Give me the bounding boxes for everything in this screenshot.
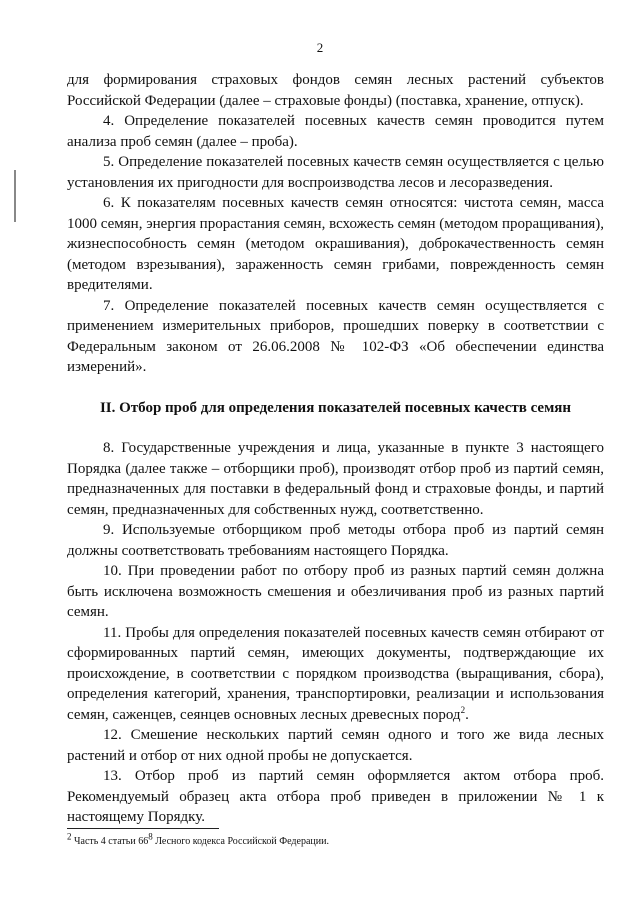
paragraph-3-continuation: для формирования страховых фондов семян лесных растений субъектов Российской Федерации (далее – страховые фонды) (поставка, хранение, отпуск).	[67, 72, 604, 109]
footnote-mark: 2	[67, 831, 72, 842]
paragraph-7: 7. Определение показателей посевных качеств семян осуществляется с применением измерительных приборов, прошедших поверку в соответствии с Федеральным законом от 26.06.2008 № 102-ФЗ «Об обеспечении единства измерений».	[67, 297, 604, 375]
paragraph-6: 6. К показателям посевных качеств семян относятся: чистота семян, масса 1000 семян, энергия прорастания семян, всхожесть семян (методом проращивания), жизнеспособность семян (методом окрашивания), доброкачественность семян (методом взрезывания), зараженность семян грибами, поврежденность семян вредителями.	[67, 195, 604, 293]
footnote	[67, 831, 604, 848]
footnote-text-before: Часть 4 статьи 66	[71, 836, 149, 847]
page-number: 2	[316, 40, 324, 55]
paragraph-11-tail: .	[465, 706, 469, 723]
margin-scan-mark	[14, 170, 16, 222]
paragraph-11	[67, 623, 604, 726]
footnote-text-after: Лесного кодекса Российской Федерации.	[152, 836, 329, 847]
paragraph-9: 9. Используемые отборщиком проб методы отбора проб из партий семян должны соответствовать требованиям настоящего Порядка.	[67, 522, 604, 559]
section-heading: II. Отбор проб для определения показателей посевных качеств семян	[99, 399, 572, 416]
footnote-article-sup: 8	[148, 831, 153, 842]
document-body	[67, 70, 604, 828]
footnote-reference: 2	[460, 704, 466, 715]
paragraph-8: 8. Государственные учреждения и лица, указанные в пункте 3 настоящего Порядка (далее также – отборщики проб), производят отбор проб из партий семян, предназначенных для поставки в федеральный фонд и страховые фонды, и партий семян, предназначенных для собственных нужд, соответственно.	[67, 440, 604, 518]
paragraph-10: 10. При проведении работ по отбору проб из разных партий семян должна быть исключена возможность смешения и обезличивания проб из разных партий семян.	[67, 563, 604, 620]
paragraph-4: 4. Определение показателей посевных качеств семян проводится путем анализа проб семян (далее – проба).	[67, 113, 604, 150]
paragraph-12: 12. Смешение нескольких партий семян одного и того же вида лесных растений и отбор от них одной пробы не допускается.	[67, 727, 604, 764]
paragraph-11-text: 11. Пробы для определения показателей посевных качеств семян отбирают от сформированных партий семян, имеющих документы, подтверждающие их происхождение, в соответствии с порядком производства (выращивания, сбора), определения категорий, хранения, транспортировки, реализации и использования семян, саженцев, сеянцев основных лесных древесных пород	[67, 624, 604, 723]
paragraph-5: 5. Определение показателей посевных качеств семян осуществляется с целью установления их пригодности для воспроизводства лесов и лесоразведения.	[67, 154, 604, 191]
paragraph-13: 13. Отбор проб из партий семян оформляется актом отбора проб. Рекомендуемый образец акта отбора проб приведен в приложении № 1 к настоящему Порядку.	[67, 768, 604, 825]
footnote-separator	[67, 828, 219, 829]
